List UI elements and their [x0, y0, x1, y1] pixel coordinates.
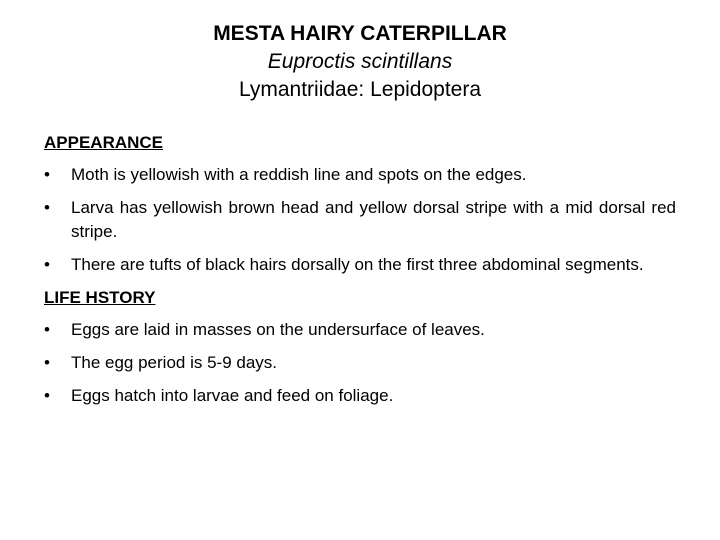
- bullet-icon: •: [44, 353, 50, 372]
- title-scientific-name: Euproctis scintillans: [267, 50, 453, 73]
- bullet-list-life-history: [44, 318, 676, 408]
- bullet-icon: •: [44, 255, 50, 274]
- slide-title: [40, 20, 680, 104]
- list-item: [44, 384, 676, 408]
- bullet-icon: •: [44, 198, 50, 217]
- bullet-list-appearance: [44, 163, 676, 277]
- bullet-text: Eggs hatch into larvae and feed on foliage.: [71, 386, 394, 405]
- section-appearance: [44, 131, 676, 277]
- bullet-icon: •: [44, 386, 50, 405]
- list-item: [44, 351, 676, 375]
- list-item: [44, 253, 676, 277]
- section-heading-appearance: APPEARANCE: [44, 133, 164, 152]
- bullet-text: Moth is yellowish with a reddish line and spots on the edges.: [71, 165, 527, 184]
- title-family: Lymantriidae: Lepidoptera: [238, 78, 482, 101]
- bullet-icon: •: [44, 165, 50, 184]
- bullet-text: Eggs are laid in masses on the undersurface of leaves.: [71, 320, 485, 339]
- title-main: MESTA HAIRY CATERPILLAR: [213, 22, 507, 45]
- section-life-history: [44, 286, 676, 408]
- bullet-icon: •: [44, 320, 50, 339]
- list-item: [44, 163, 676, 187]
- bullet-text: There are tufts of black hairs dorsally on the first three abdominal segments.: [71, 255, 644, 274]
- list-item: [44, 318, 676, 342]
- bullet-text: The egg period is 5-9 days.: [71, 353, 278, 372]
- bullet-text: Larva has yellowish brown head and yellow dorsal stripe with a mid dorsal red stripe.: [71, 198, 676, 241]
- list-item: [44, 196, 676, 244]
- slide-content: [44, 131, 676, 417]
- section-heading-life-history: LIFE HSTORY: [44, 288, 156, 307]
